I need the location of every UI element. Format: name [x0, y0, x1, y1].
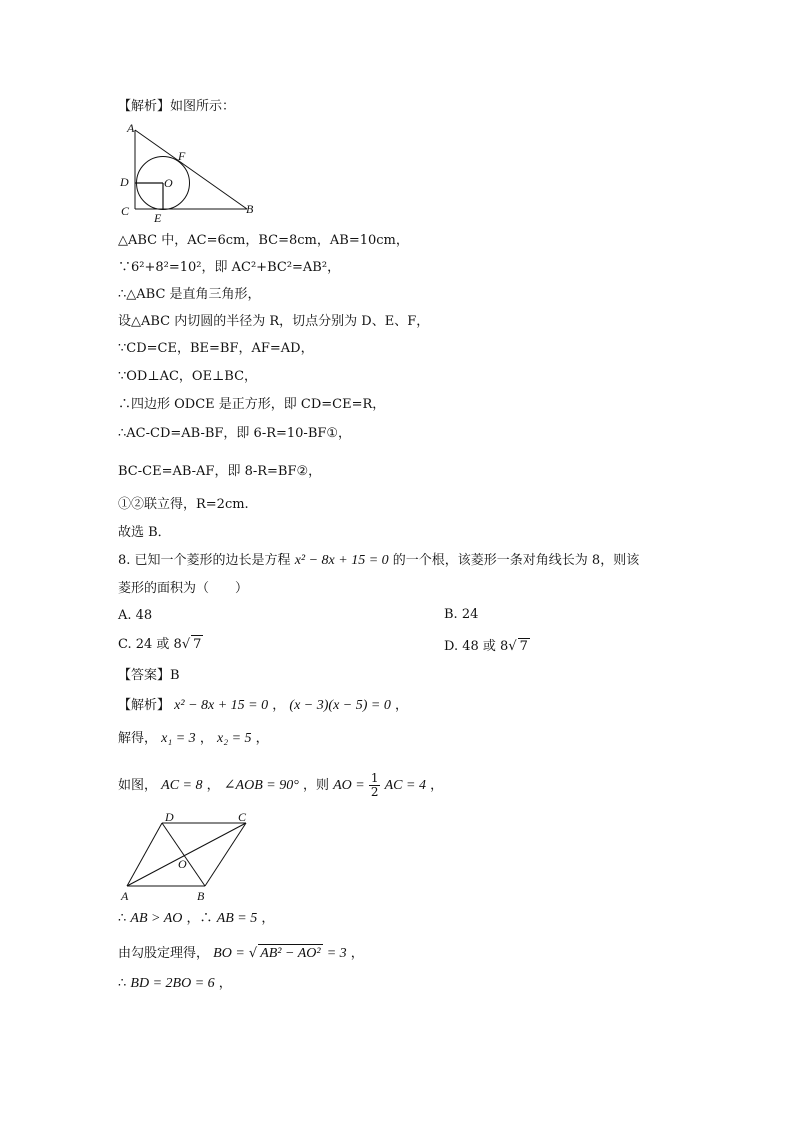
question-equation: x² − 8x + 15 = 0	[294, 553, 389, 568]
option-c-root: 7	[193, 637, 202, 652]
solve-sep: ，	[199, 731, 213, 746]
analysis2-ab-line	[118, 910, 274, 928]
rhombus-figure	[118, 808, 258, 903]
label-c: C	[121, 204, 130, 218]
analysis2-line-1	[118, 697, 408, 715]
option-b: B. 24	[444, 607, 479, 622]
ab-mid: ，∴	[186, 911, 213, 926]
analysis2-bd-line	[118, 975, 232, 993]
fraction-numerator: 1	[370, 771, 379, 785]
analysis-line-9: BC-CE=AB-AF，即 8-R=BF②，	[118, 464, 322, 479]
fraction-half	[369, 772, 381, 799]
root-x2: x₂ = 5	[216, 731, 252, 746]
bo-radicand: AB² − AO²	[260, 946, 321, 961]
label-d: D	[165, 810, 174, 824]
ab-gt-ao: AB > AO	[130, 911, 183, 926]
analysis-line-10: ①②联立得，R=2cm.	[118, 497, 249, 512]
label-d: D	[120, 175, 129, 189]
option-c-text: C. 24 或 8	[118, 637, 182, 652]
label-c: C	[238, 810, 247, 824]
analysis2-pyth-line	[118, 944, 364, 963]
answer: 【答案】B	[118, 668, 180, 683]
ao-suffix: AC = 4	[384, 778, 426, 793]
bo-suffix: = 3	[326, 946, 347, 961]
solve-prefix: 解得，	[118, 731, 158, 746]
label-e: E	[154, 211, 162, 225]
label-o: O	[178, 857, 187, 871]
analysis2-eq1: x² − 8x + 15 = 0	[174, 698, 269, 713]
ac-eq: AC = 8	[161, 778, 203, 793]
analysis2-label: 【解析】	[118, 698, 171, 713]
therefore-2: ∴	[118, 976, 127, 991]
analysis-heading: 【解析】如图所示：	[118, 99, 236, 114]
bd-end: ，	[218, 976, 232, 991]
label-a: A	[127, 121, 135, 135]
label-f: F	[178, 149, 186, 163]
fig-prefix: 如图，	[118, 778, 158, 793]
analysis-line-4: 设△ABC 内切圆的半径为 R，切点分别为 D、E、F，	[118, 314, 430, 329]
analysis-line-8: ∴AC-CD=AB-BF，即 6-R=10-BF①，	[118, 426, 352, 441]
analysis-line-11: 故选 B．	[118, 525, 171, 540]
label-b: B	[197, 889, 205, 903]
fig-end: ，	[430, 778, 444, 793]
therefore-1: ∴	[118, 911, 127, 926]
angle-aob: ∠AOB = 90°	[223, 778, 299, 793]
analysis2-solve-line	[118, 730, 269, 748]
option-c-sqrt-icon: √	[181, 637, 191, 652]
bd-eq: BD = 2BO = 6	[130, 976, 215, 991]
side-ab	[135, 130, 247, 209]
root-x1: x₁ = 3	[161, 731, 196, 746]
incircle-triangle-figure	[118, 120, 268, 225]
analysis2-eq2: (x − 3)(x − 5) = 0	[289, 698, 391, 713]
analysis-line-3: ∴△ABC 是直角三角形，	[118, 287, 261, 302]
question-8-stem	[118, 552, 639, 570]
question-stem-part2: 的一个根，该菱形一条对角线长为 8，则该	[392, 553, 640, 568]
option-d-text: D. 48 或 8	[444, 639, 509, 654]
option-c	[118, 635, 203, 654]
fraction-denominator: 2	[370, 785, 379, 799]
bo-prefix: BO =	[213, 946, 245, 961]
analysis2-sep: ，	[272, 698, 286, 713]
label-b: B	[246, 202, 254, 216]
ab-end: ，	[261, 911, 275, 926]
option-a: A. 48	[118, 608, 153, 623]
analysis2-figure-line	[118, 772, 443, 799]
side-cb	[205, 823, 246, 886]
ao-prefix: AO =	[333, 778, 365, 793]
question-8-stem-line2: 菱形的面积为（ ）	[118, 581, 249, 596]
analysis-line-6: ∵OD⊥AC，OE⊥BC，	[118, 369, 258, 384]
sqrt-icon: √	[248, 946, 258, 961]
label-a: A	[121, 889, 129, 903]
analysis-line-1: △ABC 中，AC=6cm，BC=8cm，AB=10cm，	[118, 233, 409, 248]
pyth-end: ，	[350, 946, 364, 961]
label-o: O	[164, 176, 173, 190]
analysis2-end: ，	[394, 698, 408, 713]
question-stem-part1: 8. 已知一个菱形的边长是方程	[118, 553, 291, 568]
fig-sep: ，	[206, 778, 220, 793]
option-d	[444, 635, 530, 654]
option-d-sqrt-icon: √	[508, 639, 517, 654]
analysis-line-5: ∵CD=CE，BE=BF，AF=AD，	[118, 341, 314, 356]
analysis-line-2: ∵6²+8²=10²，即 AC²+BC²=AB²，	[118, 260, 341, 275]
ab-eq: AB = 5	[216, 911, 258, 926]
option-d-root: 7	[519, 639, 528, 654]
analysis-line-7: ∴四边形 ODCE 是正方形，即 CD=CE=R，	[118, 397, 386, 412]
diagonal-bd	[162, 823, 205, 886]
fig-then: ，则	[302, 778, 329, 793]
solve-end: ，	[255, 731, 269, 746]
pyth-prefix: 由勾股定理得，	[118, 946, 210, 961]
